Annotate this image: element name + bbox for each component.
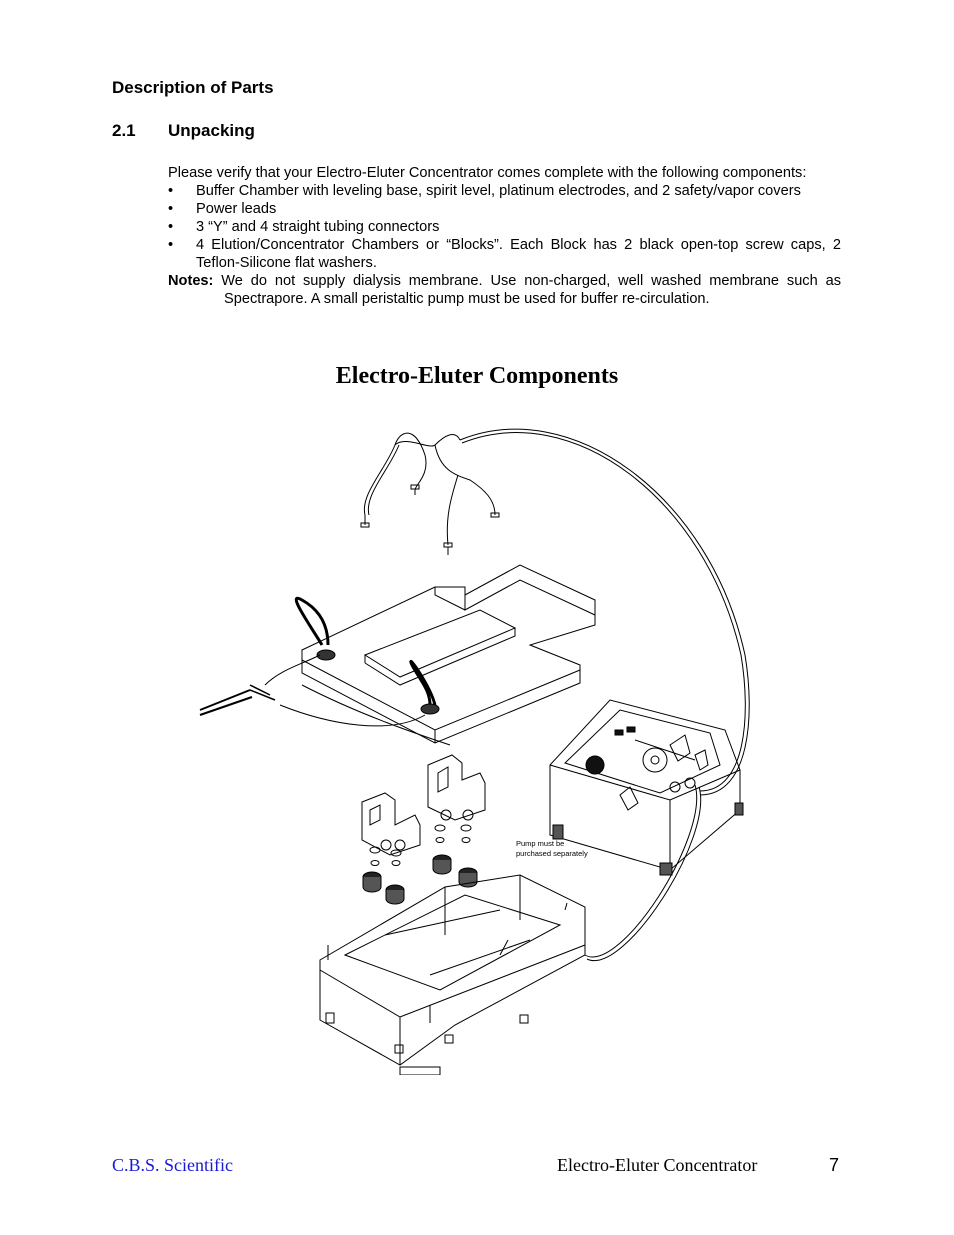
notes-text: We do not supply dialysis membrane. Use non-charged, well washed membrane such as Spectrapore. A small peristaltic pump must be used for buffer re-circulation. — [221, 273, 841, 307]
bullet-icon: • — [168, 237, 174, 253]
bullet-icon: • — [168, 183, 174, 199]
tubing-connectors — [361, 429, 749, 795]
section-heading: Description of Parts — [112, 78, 274, 97]
unpacking-body — [168, 164, 841, 308]
safety-vapor-cover — [302, 565, 595, 743]
page-number: 7 — [829, 1155, 840, 1175]
list-item: • 4 Elution/Concentrator Chambers or “Blocks”. Each Block has 2 black open-top screw caps, 2 Teflon-Silicone flat washers. — [168, 237, 841, 271]
bullet-icon: • — [168, 219, 174, 235]
subsection-number: 2.1 — [112, 121, 136, 140]
subsection-heading — [112, 121, 255, 141]
notes-label: Notes: — [168, 273, 214, 289]
subsection-title: Unpacking — [168, 121, 255, 140]
pump-note-line1: Pump must be — [516, 839, 565, 848]
list-item: • Power leads — [168, 201, 277, 217]
peristaltic-pump — [550, 700, 743, 961]
intro-paragraph: Please verify that your Electro-Eluter Concentrator comes complete with the following components: — [168, 165, 807, 181]
component-list — [168, 182, 841, 272]
figure-title: Electro-Eluter Components — [335, 363, 619, 389]
elution-blocks — [362, 755, 485, 855]
electro-eluter-diagram — [190, 415, 780, 1075]
buffer-chamber — [320, 875, 585, 1075]
pump-note-line2: purchased separately — [516, 849, 588, 858]
list-item: • Buffer Chamber with leveling base, spirit level, platinum electrodes, and 2 safety/vapor covers — [168, 183, 801, 199]
notes-paragraph — [168, 272, 841, 308]
list-item: • 3 “Y” and 4 straight tubing connectors — [168, 219, 440, 235]
footer-company: C.B.S. Scientific — [112, 1155, 233, 1175]
bullet-icon: • — [168, 201, 174, 217]
footer-product: Electro-Eluter Concentrator — [557, 1155, 758, 1175]
